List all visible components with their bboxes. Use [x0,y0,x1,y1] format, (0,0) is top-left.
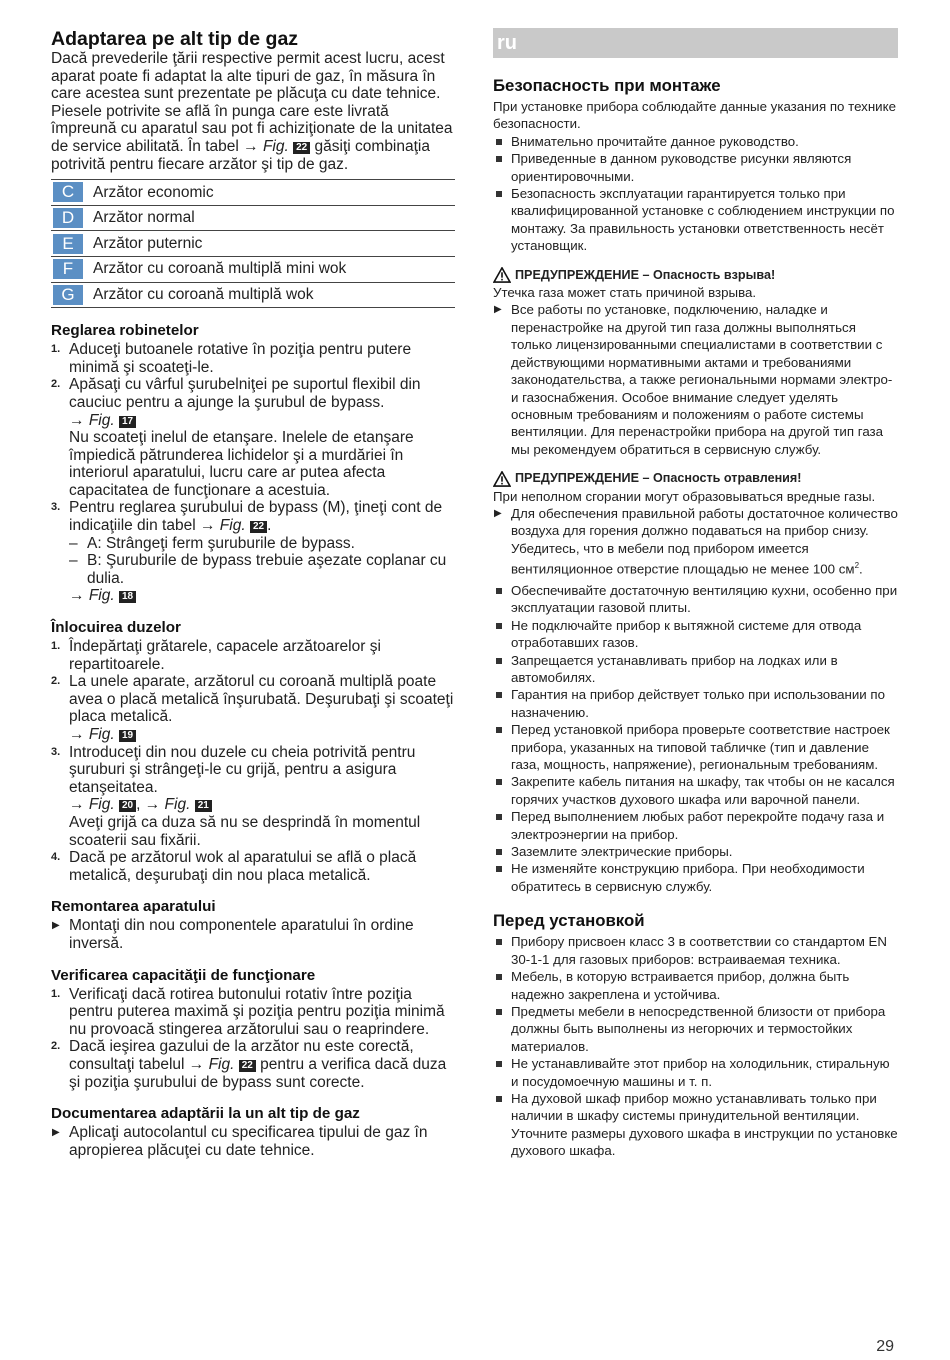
list-item: Приведенные в данном руководстве рисунки являются ориентировочными. [493,150,898,185]
square-bullet-icon [496,156,502,162]
language-tab-ru: ru [493,28,898,58]
list-item: Прибору присвоен класс 3 в соответствии со стандартом EN 30-1-1 для газовых приборов: встраиваемая техника. [493,933,898,968]
list-item: Не подключайте прибор к вытяжной системе для отвода отработавших газов. [493,617,898,652]
burner-letter-badge: C [53,182,83,202]
list-item: Гарантия на прибор действует только при использовании по назначению. [493,686,898,721]
general-safety-list [493,582,898,895]
burner-letter-badge: E [53,234,83,254]
step-item: 4. Dacă pe arzătorul wok al aparatului se află o placă metalică, deşurubaţi din nou placa metalică. [51,849,417,884]
intro-paragraph-1: Dacă prevederile ţării respective permit acest lucru, acest aparat poate fi adaptat la alte tipuri de gaz, în măsura în care acestea sunt prezentate pe plăcuţa cu date tehnice. [51,50,445,103]
left-column [51,28,455,1159]
triangle-bullet-icon: ▶ [52,1127,60,1139]
square-bullet-icon [496,139,502,145]
fig-ref-22: 22 [239,1060,256,1072]
fig-ref-line: → Fig. 19 [51,726,455,744]
square-bullet-icon [496,849,502,855]
burner-letter-badge: D [53,208,83,228]
burner-label: Arzător economic [93,183,214,201]
square-bullet-icon [496,974,502,980]
fig-ref-22: 22 [293,142,310,154]
list-item: На духовой шкаф прибор можно устанавливать только при наличии в шкафу системы принудительной вентиляции. Уточните размеры духового шкафа в инструкции по установке духового шкафа. [493,1090,898,1160]
list-item: Мебель, в которую встраивается прибор, должна быть надежно закреплена и устойчива. [493,968,898,1003]
list-item: Заземлите электрические приборы. [493,843,898,860]
square-bullet-icon [496,623,502,629]
warning-triangle-icon [493,471,511,487]
burner-row [51,206,455,232]
list-item: Закрепите кабель питания на шкафу, так чтобы он не касался горячих участков духового шкафа или варочной панели. [493,773,898,808]
instruction-item: ▶ Montaţi din nou componentele aparatului în ordine inversă. [52,917,414,952]
warning-poisoning-text: При неполном сгорании могут образовываться вредные газы. [493,488,876,504]
square-bullet-icon [496,779,502,785]
square-bullet-icon [496,727,502,733]
square-bullet-icon [496,814,502,820]
triangle-bullet-icon: ▶ [52,920,60,932]
square-bullet-icon [496,658,502,664]
warning-triangle-icon [493,267,511,283]
list-item: Не устанавливайте этот прибор на холодильник, стиральную и посудомоечную машины и т. п. [493,1055,898,1090]
step-item: 1. Verificaţi dacă rotirea butonului rotativ între poziţia pentru puterea maximă şi poziţia pentru poziţia minimă nu provoacă stingerea arzătorului sau o reaprindere. [51,985,445,1038]
fig-ref-line: → Fig. 17 [51,412,455,430]
steps-verificarea [51,986,455,1092]
burner-letter-badge: G [53,285,83,305]
triangle-bullet-icon: ▶ [494,507,502,519]
step-item: 3. Introduceţi din nou duzele cu cheia potrivită pentru şuruburi şi strângeţi-le cu grijă, pentru a asigura etanşeitatea. [51,743,416,796]
burner-label: Arzător normal [93,209,195,227]
step-item: 1. Aduceţi butoanele rotative în poziţia pentru putere minimă şi scoateţi-le. [51,341,412,376]
step-item: 2. Apăsaţi cu vârful şurubelniţei pe suportul flexibil din cauciuc pentru a ajunge la şurubul de bypass. [51,376,421,411]
warning-poisoning-title: ПРЕДУПРЕЖДЕНИЕ – Опасность отравления! [493,470,898,487]
montage-intro: При установке прибора соблюдайте данные указания по технике безопасности. [493,99,896,132]
right-column [493,28,898,1160]
step-item: 3. Pentru reglarea şurubului de bypass (M), ţineţi cont de indicaţiile din tabel → Fig. 22 . [51,499,443,535]
square-bullet-icon [496,1096,502,1102]
square-bullet-icon [496,191,502,197]
section-title-gas-adaptation: Adaptarea pe alt tip de gaz [51,28,299,50]
burner-letter-badge: F [53,259,83,279]
step-note: Aveţi grijă ca duza să nu se desprindă în momentul scoaterii sau fixării. [69,813,421,849]
triangle-bullet-icon: ▶ [494,304,502,316]
instruction-item: ▶ Aplicaţi autocolantul cu specificarea tipului de gaz în apropierea plăcuţei cu date tehnice. [52,1124,428,1159]
list-item: Перед установкой прибора проверьте соответствие настроек прибора, указанных на типовой табличке (тип и давление газа, мощность, напряжение), региональным требованиям. [493,721,898,773]
dash-item: – A: Strângeţi ferm şuruburile de bypass. [69,534,355,552]
steps-reglarea [51,341,455,605]
dash-item: – B: Şuruburile de bypass trebuie aşezate coplanar cu dulia. [69,552,447,587]
fig-ref-line: → Fig. 20 , → Fig. 21 [51,796,455,814]
list-item: ▶ Все работы по установке, подключению, наладке и перенастройке на другой тип газа должны выполняться только лицензированными специалистами в соответствии с действующими нормативными актами и требованиями законодательства, а также региональными нормами электро- и газоснабжения. Особое внимание следует уделять основным требованиям и положениям о работе системы вентиляции. Для перенастройки прибора на другой тип газа мы рекомендуем обратиться в сервисную службу. [494,302,893,457]
step-note: Nu scoateţi inelul de etanşare. Inelele de etanşare împiedică pătrunderea lichidelor şi a murdăriei în interiorul aparatului, lucru care ar putea afecta capacitatea de funcţionare a acestuia. [69,429,414,499]
list-item: Внимательно прочитайте данное руководство. [493,133,898,150]
before-installation-list [493,933,898,1159]
fig-ref-22: 22 [250,521,267,533]
burner-label: Arzător puternic [93,234,203,252]
burner-row [51,257,455,283]
heading-remontarea: Remontarea aparatului [51,898,216,916]
burner-label: Arzător cu coroană multiplă wok [93,286,314,304]
warning-explosion-text: Утечка газа может стать причиной взрыва. [493,285,757,301]
fig-ref-17: 17 [119,416,136,428]
intro-paragraph-2: Piesele potrivite se află în punga care este livrată împreună cu aparatul sau pot fi achiziţionate de la unitatea de service abilitată. În tabel → Fig. 22 găsiţi combinaţia potrivită pentru fiecare arzător şi tip de gaz. [51,102,453,173]
list-item: Запрещается устанавливать прибор на лодках или в автомобилях. [493,652,898,687]
fig-ref-line: → Fig. 18 [51,587,455,605]
heading-reglarea: Reglarea robinetelor [51,322,199,340]
steps-duze [51,638,455,884]
burner-table [51,179,455,308]
step-item: 2. La unele aparate, arzătorul cu coroană multiplă poate avea o placă metalică înşurubată. Deşurubaţi şi scoateţi placa metalică. [51,673,454,726]
list-item: ▶ Для обеспечения правильной работы достаточное количество воздуха для горения должно подаваться на прибор снизу. Убедитесь, что в мебели под прибором имеется вентиляционное отверстие площадью не менее 100 $см^2$. [494,505,898,577]
square-bullet-icon [496,1009,502,1015]
square-bullet-icon [496,866,502,872]
list-item: Предметы мебели в непосредственной близости от прибора должны быть выполнены из негорючих и термостойких материалов. [493,1003,898,1055]
square-bullet-icon [496,1061,502,1067]
list-item: Обеспечивайте достаточную вентиляцию кухни, особенно при эксплуатации газовой плиты. [493,582,898,617]
warning-explosion-title: ПРЕДУПРЕЖДЕНИЕ – Опасность взрыва! [493,267,898,284]
heading-duze: Înlocuirea duzelor [51,619,181,637]
fig-ref-18: 18 [119,591,136,603]
square-bullet-icon [496,939,502,945]
list-item: Не изменяйте конструкцию прибора. При необходимости обратитесь в сервисную службу. [493,860,898,895]
burner-row [51,231,455,257]
burner-label: Arzător cu coroană multiplă mini wok [93,260,347,278]
warning-poisoning-list [493,505,898,578]
page-number: 29 [876,1338,894,1355]
step-item: 1. Îndepărtaţi grătarele, capacele arzătoarelor şi repartitoarele. [51,638,381,673]
burner-row [51,283,455,309]
warning-explosion-list [493,301,898,458]
montage-list [493,133,898,255]
list-documentarea [51,1124,455,1159]
heading-verificarea: Verificarea capacităţii de funcţionare [51,966,316,984]
list-remontarea [51,917,455,952]
heading-documentarea: Documentarea adaptării la un alt tip de gaz [51,1105,360,1123]
heading-montage-safety: Безопасность при монтаже [493,76,721,95]
list-item: Безопасность эксплуатации гарантируется только при квалифицированной установке с соблюдением инструкции по монтажу. За правильность установки ответственность несёт установщик. [493,185,898,255]
square-bullet-icon [496,588,502,594]
square-bullet-icon [496,692,502,698]
fig-ref-19: 19 [119,730,136,742]
heading-before-installation: Перед установкой [493,911,645,931]
list-item: Перед выполнением любых работ перекройте подачу газа и электроэнергии на прибор. [493,808,898,843]
fig-ref-20: 20 [119,800,136,812]
fig-ref-21: 21 [195,800,212,812]
step-item: 2. Dacă ieşirea gazului de la arzător nu este corectă, consultaţi tabelul → Fig. 22 pentru a verifica dacă duza şi poziţia şurubului de bypass sunt corecte. [51,1038,447,1091]
burner-row [51,180,455,206]
